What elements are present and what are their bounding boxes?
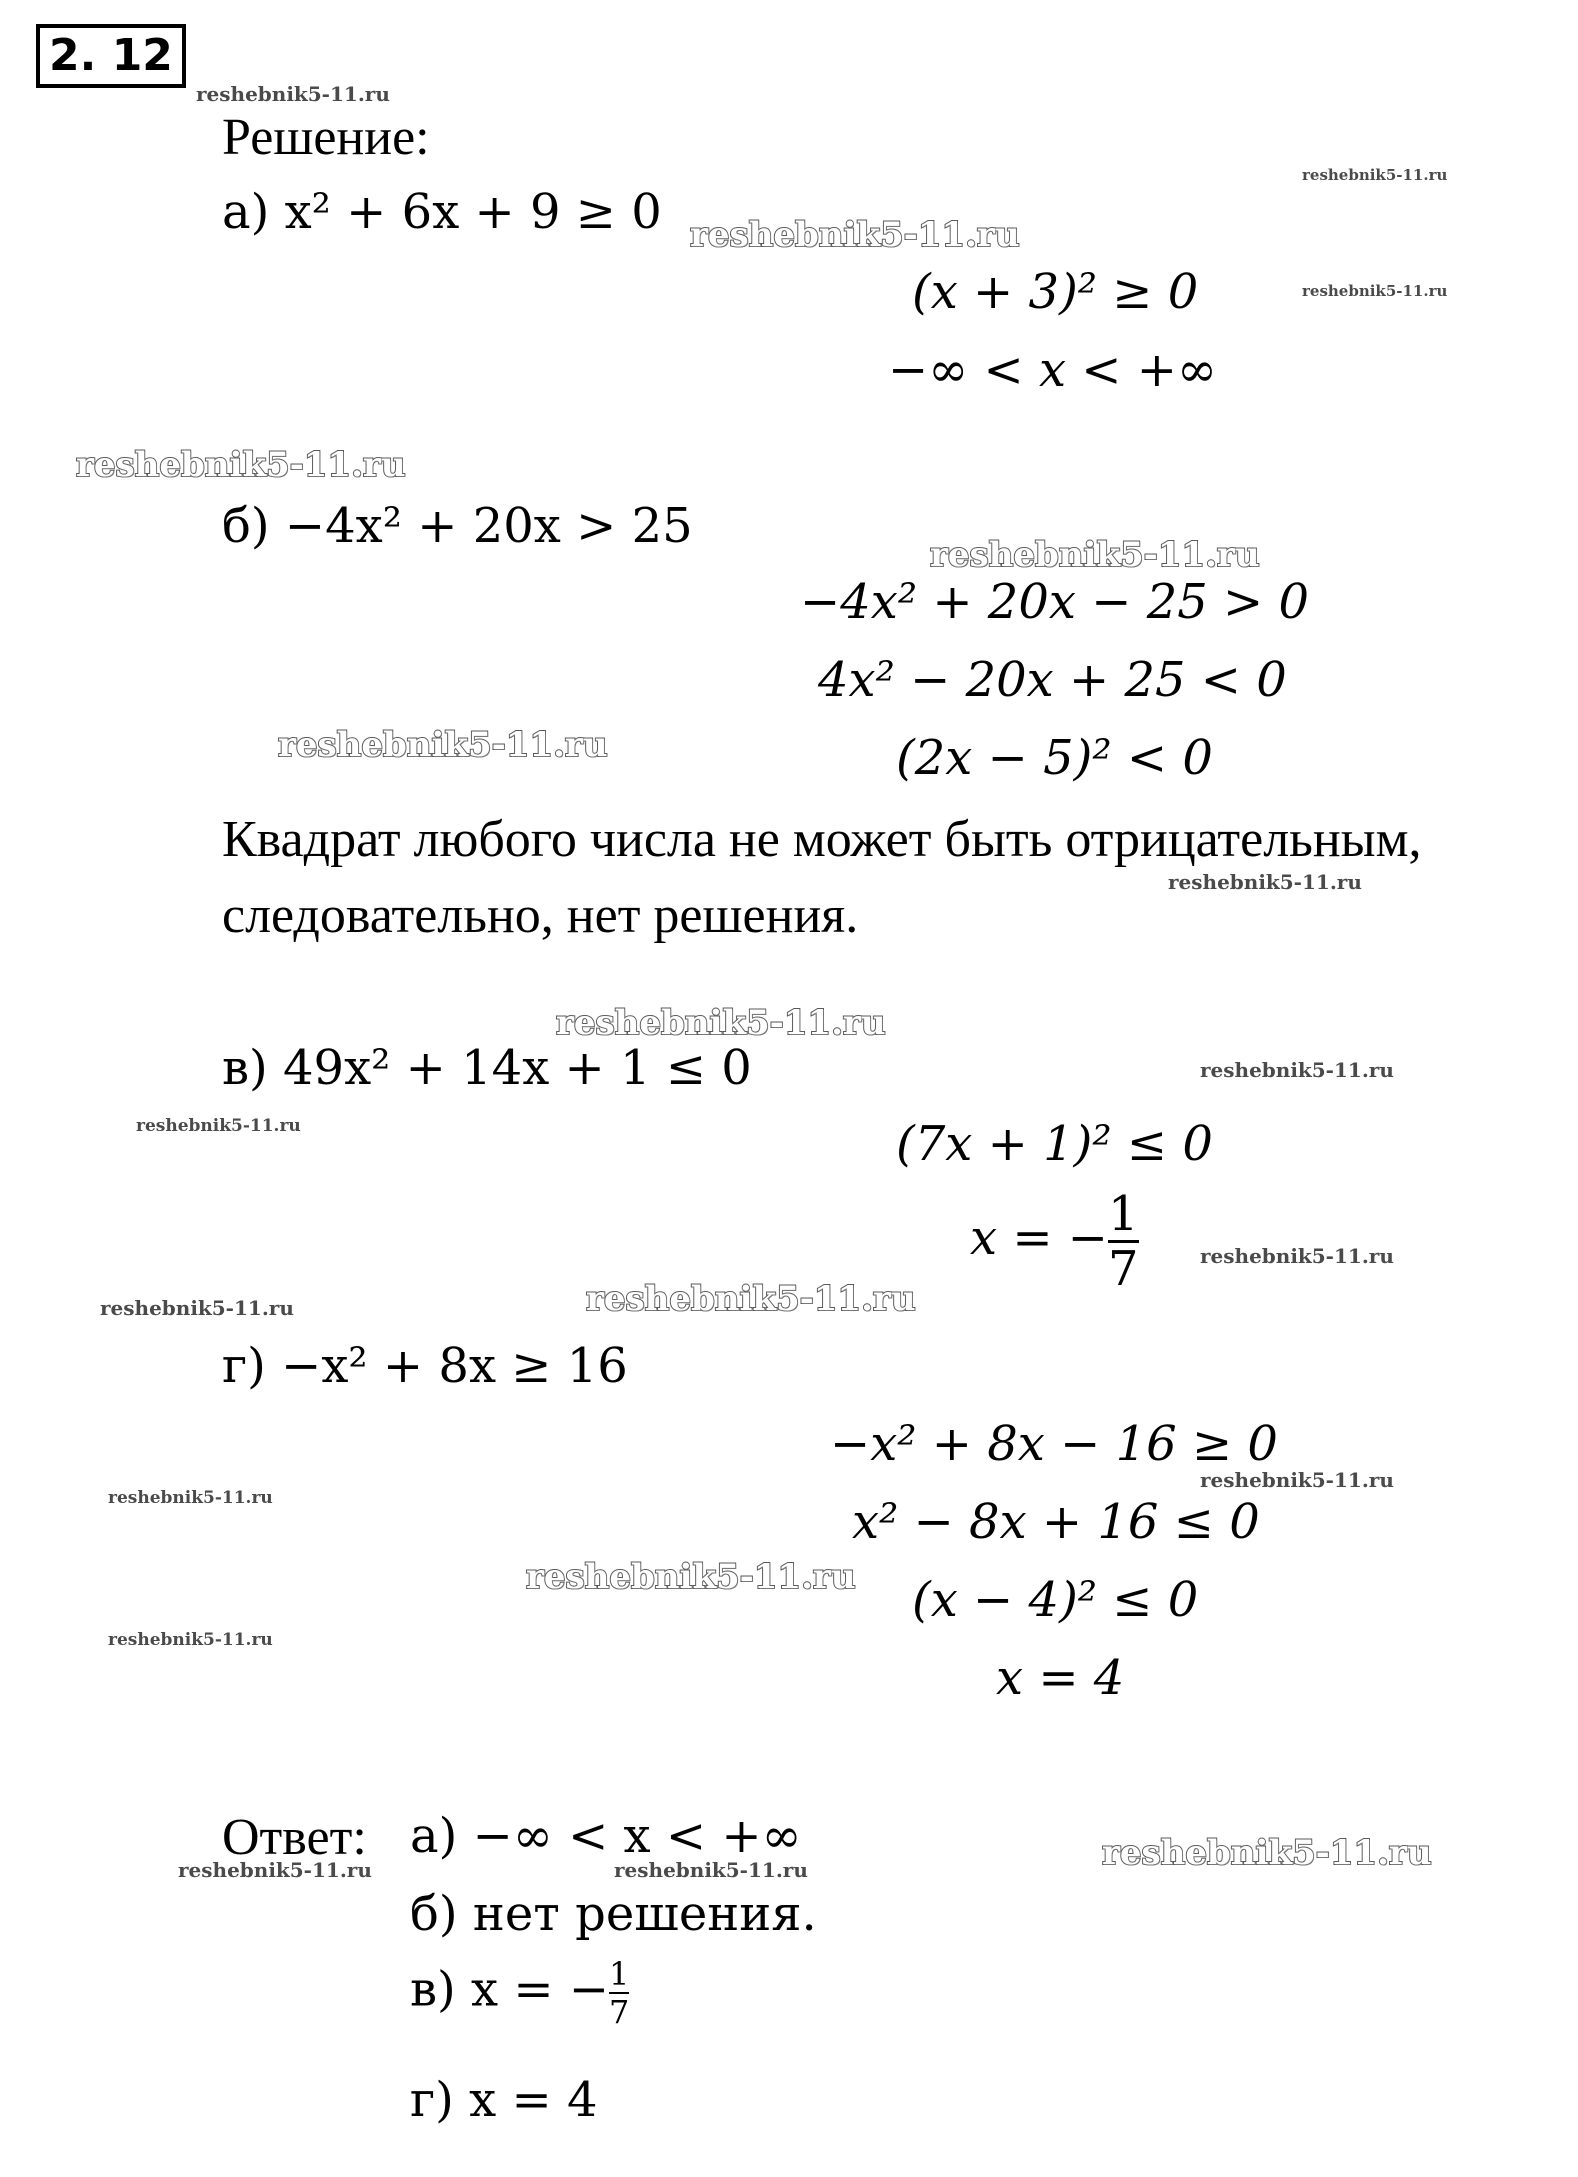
part-b-note-line-1: Квадрат любого числа не может быть отрицательным,: [222, 811, 1422, 868]
answer-v-fraction-numerator: 1: [609, 1955, 630, 1993]
answer-label: Ответ:: [222, 1809, 367, 1866]
part-a-step-2: −∞ < x < +∞: [888, 342, 1217, 398]
part-b-given: [222, 498, 693, 554]
part-b-step-2: 4x² − 20x + 25 < 0: [818, 652, 1287, 708]
answer-v-fraction-denominator: 7: [609, 1993, 630, 2031]
watermark: reshebnik5-11.ru: [1102, 1833, 1432, 1873]
answer-g: г) x = 4: [410, 2072, 598, 2128]
part-g-step-1: −x² + 8x − 16 ≥ 0: [830, 1416, 1278, 1472]
watermark: reshebnik5-11.ru: [526, 1557, 856, 1597]
watermark: reshebnik5-11.ru: [1200, 1468, 1394, 1492]
answer-a: а) −∞ < x < +∞: [410, 1808, 802, 1864]
part-a-inequality: x² + 6x + 9 ≥ 0: [284, 184, 662, 240]
watermark: reshebnik5-11.ru: [614, 1858, 808, 1882]
answer-v-prefix: в) x = −: [410, 1961, 610, 2018]
problem-number: 2. 12: [36, 24, 186, 88]
part-a-step-1: (x + 3)² ≥ 0: [912, 264, 1199, 320]
watermark: reshebnik5-11.ru: [108, 1630, 273, 1650]
watermark: reshebnik5-11.ru: [178, 1858, 372, 1882]
part-g-step-4: x = 4: [996, 1650, 1125, 1706]
part-v-result-lhs: x = −: [970, 1210, 1109, 1266]
part-v-fraction-denominator: 7: [1108, 1241, 1139, 1297]
watermark: reshebnik5-11.ru: [100, 1296, 294, 1320]
watermark: reshebnik5-11.ru: [1168, 870, 1362, 894]
watermark: reshebnik5-11.ru: [76, 445, 406, 485]
watermark: reshebnik5-11.ru: [930, 535, 1260, 575]
watermark: reshebnik5-11.ru: [690, 215, 1020, 255]
part-b-step-1: −4x² + 20x − 25 > 0: [800, 574, 1310, 630]
watermark: reshebnik5-11.ru: [136, 1116, 301, 1136]
part-v-fraction-numerator: 1: [1108, 1186, 1139, 1242]
part-b-step-3: (2x − 5)² < 0: [896, 730, 1213, 786]
part-a-given: [222, 184, 662, 240]
watermark: reshebnik5-11.ru: [1200, 1244, 1394, 1268]
part-g-step-2: x² − 8x + 16 ≤ 0: [852, 1494, 1260, 1550]
part-b-inequality: −4x² + 20x > 25: [284, 498, 693, 554]
part-g-inequality: −x² + 8x ≥ 16: [281, 1338, 628, 1394]
part-v-step-1: (7x + 1)² ≤ 0: [896, 1116, 1213, 1172]
watermark: reshebnik5-11.ru: [1200, 1058, 1394, 1082]
solution-label: Решение:: [222, 109, 430, 166]
watermark: reshebnik5-11.ru: [586, 1279, 916, 1319]
watermark: reshebnik5-11.ru: [1302, 282, 1448, 300]
answer-v: [410, 1955, 630, 2031]
part-g-letter: г): [222, 1338, 266, 1394]
part-a-letter: а): [222, 184, 270, 240]
part-g-given: [222, 1338, 628, 1394]
watermark: reshebnik5-11.ru: [108, 1488, 273, 1508]
watermark: reshebnik5-11.ru: [278, 725, 608, 765]
part-v-inequality: 49x² + 14x + 1 ≤ 0: [283, 1040, 752, 1096]
watermark: reshebnik5-11.ru: [1302, 166, 1448, 184]
watermark: reshebnik5-11.ru: [556, 1003, 886, 1043]
watermark: reshebnik5-11.ru: [196, 82, 390, 106]
part-v-given: [222, 1040, 752, 1096]
answer-b: б) нет решения.: [410, 1886, 817, 1942]
part-b-note-line-2: следовательно, нет решения.: [222, 887, 859, 944]
part-v-letter: в): [222, 1040, 268, 1096]
part-v-result: [970, 1186, 1139, 1297]
part-b-letter: б): [222, 498, 270, 554]
part-g-step-3: (x − 4)² ≤ 0: [912, 1572, 1199, 1628]
